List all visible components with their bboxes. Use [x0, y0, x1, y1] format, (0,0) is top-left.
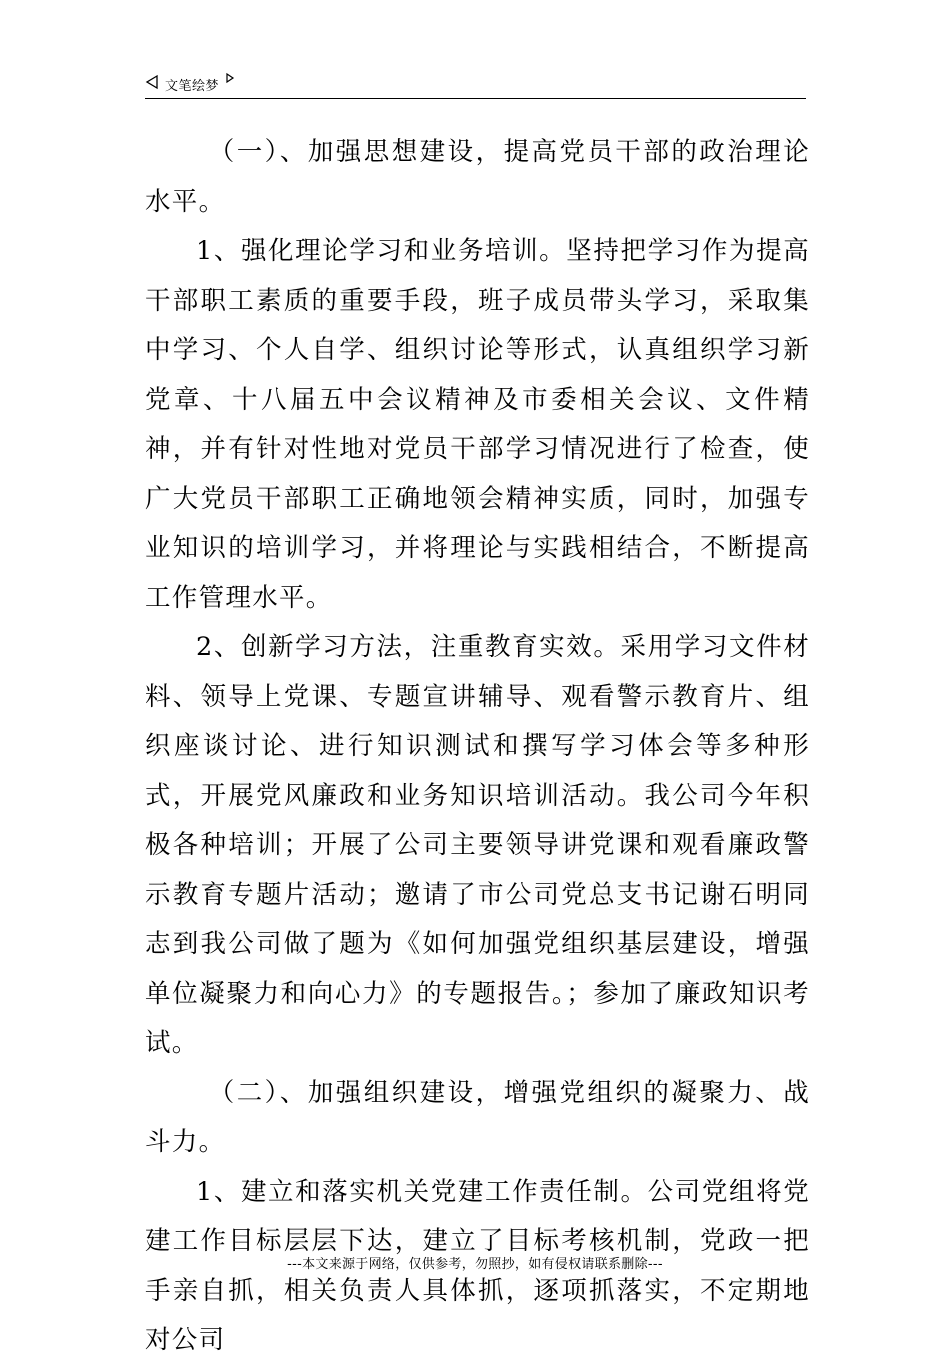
- footer-disclaimer: ---本文来源于网络，仅供参考，勿照抄，如有侵权请联系删除---: [287, 1257, 663, 1272]
- triangle-left-icon: [145, 74, 159, 94]
- paragraph-1: 1、强化理论学习和业务培训。坚持把学习作为提高干部职工素质的重要手段，班子成员带头学习，采取集中学习、个人自学、组织讨论等形式，认真组织学习新党章、十八届五中会议精神及市委相关会议、文件精神，并有针对性地对党员干部学习情况进行了检查，使广大党员干部职工正确地领会精神实质，同时，加强专业知识的培训学习，并将理论与实践相结合，不断提高工作管理水平。: [145, 236, 810, 613]
- header-brand: [145, 74, 235, 94]
- brand-name: 文笔绘梦: [165, 78, 220, 94]
- section-heading-1: （一）、加强思想建设，提高党员干部的政治理论水平。: [145, 137, 810, 217]
- triangle-right-icon: [225, 72, 235, 88]
- section-heading-2: （二）、加强组织建设，增强党组织的凝聚力、战斗力。: [145, 1077, 810, 1157]
- page-header: [145, 74, 806, 99]
- paragraph-3: 1、建立和落实机关党建工作责任制。公司党组将党建工作目标层层下达，建立了目标考核机制，党政一把手亲自抓，相关负责人具体抓，逐项抓落实，不定期地对公司: [145, 1176, 810, 1355]
- paragraph-2: 2、创新学习方法，注重教育实效。采用学习文件材料、领导上党课、专题宣讲辅导、观看警示教育片、组织座谈讨论、进行知识测试和撰写学习体会等多种形式，开展党风廉政和业务知识培训活动。我公司今年积极各种培训；开展了公司主要领导讲党课和观看廉政警示教育专题片活动；邀请了市公司党总支书记谢石明同志到我公司做了题为《如何加强党组织基层建设，增强单位凝聚力和向心力》的专题报告。；参加了廉政知识考试。: [145, 632, 810, 1058]
- document-body: [145, 128, 810, 1366]
